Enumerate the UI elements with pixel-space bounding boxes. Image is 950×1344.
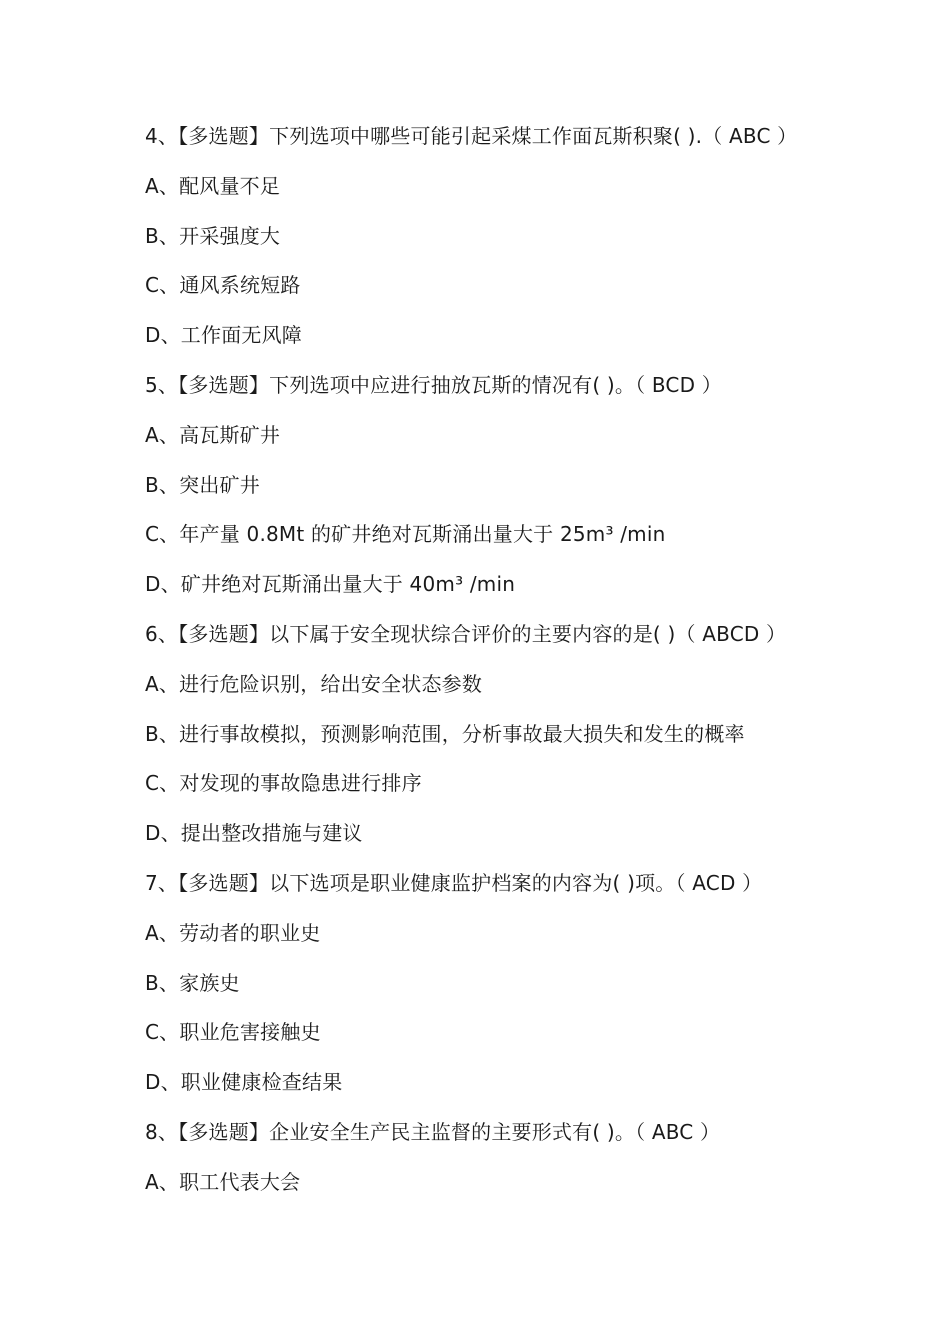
question-5-option-c: C、年产量 0.8Mt 的矿井绝对瓦斯涌出量大于 25m³ /min	[145, 522, 666, 547]
question-6-option-d: D、提出整改措施与建议	[145, 821, 363, 846]
question-7-option-c: C、职业危害接触史	[145, 1020, 321, 1045]
question-list	[145, 116, 905, 1212]
question-5-option-d: D、矿井绝对瓦斯涌出量大于 40m³ /min	[145, 572, 516, 597]
question-6-stem: 6、【多选题】以下属于安全现状综合评价的主要内容的是( )（ ABCD ）	[145, 621, 787, 646]
question-5-option-b: B、突出矿井	[145, 472, 260, 497]
question-5-stem: 5、【多选题】下列选项中应进行抽放瓦斯的情况有( )。（ BCD ）	[145, 372, 722, 397]
question-6-option-b: B、进行事故模拟，预测影响范围，分析事故最大损失和发生的概率	[145, 721, 745, 746]
question-7-stem: 7、【多选题】以下选项是职业健康监护档案的内容为( )项。（ ACD ）	[145, 870, 763, 895]
question-4-option-d: D、工作面无风障	[145, 323, 303, 348]
question-8-stem: 8、【多选题】企业安全生产民主监督的主要形式有( )。（ ABC ）	[145, 1119, 721, 1144]
question-7-option-d: D、职业健康检查结果	[145, 1070, 343, 1095]
question-4-stem: 4、【多选题】下列选项中哪些可能引起采煤工作面瓦斯积聚( ).（ ABC ）	[145, 124, 798, 148]
question-4-option-a: A、配风量不足	[145, 173, 281, 198]
question-6-option-c: C、对发现的事故隐患进行排序	[145, 771, 422, 796]
question-4-option-b: B、开采强度大	[145, 223, 281, 248]
question-4-option-c: C、通风系统短路	[145, 273, 301, 298]
question-7-option-b: B、家族史	[145, 970, 240, 995]
question-5-option-a: A、高瓦斯矿井	[145, 422, 281, 447]
question-6-option-a: A、进行危险识别，给出安全状态参数	[145, 671, 483, 696]
question-8-option-a: A、职工代表大会	[145, 1169, 301, 1194]
question-7-option-a: A、劳动者的职业史	[145, 920, 321, 945]
